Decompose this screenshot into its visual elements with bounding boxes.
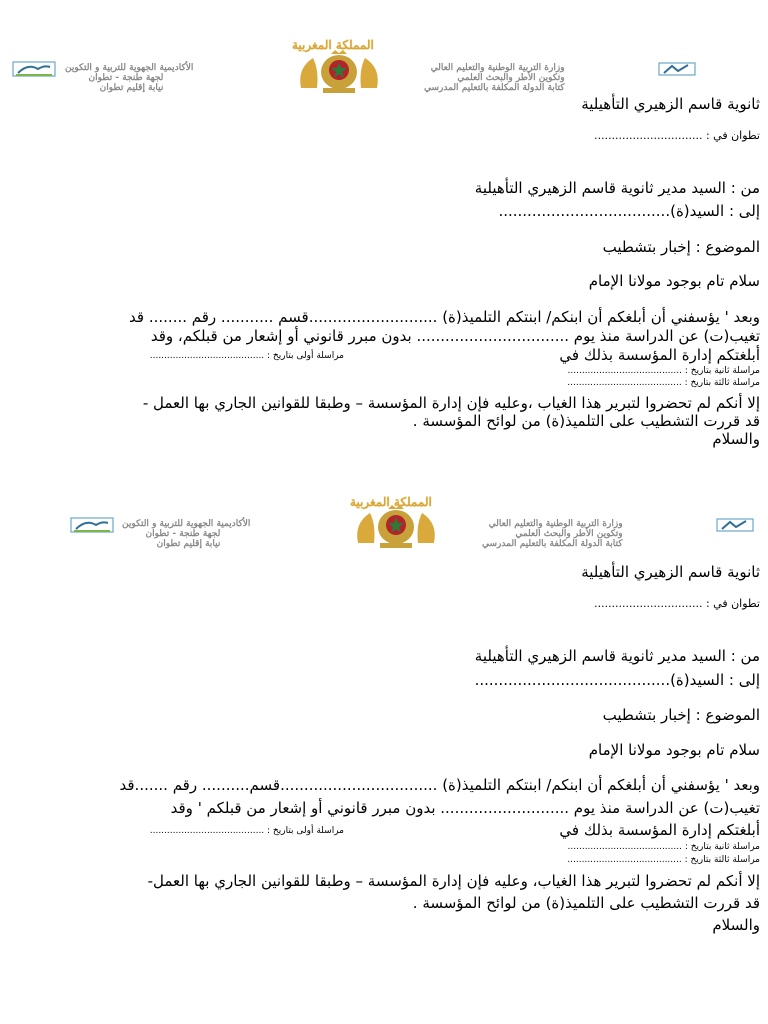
royal-emblem-icon xyxy=(350,503,442,549)
paragraph-1-line-2: تغيب(ت) عن الدراسة منذ يوم ................................ بدون مبرر قانوني أو إشعار من قبلكم، وقد xyxy=(150,327,760,345)
academy-line-3: نيابة إقليم تطوان xyxy=(156,539,221,549)
date-line: تطوان في : ............................... xyxy=(594,129,760,142)
subject-line: الموضوع : إخبار بتشطيب xyxy=(602,706,760,724)
paragraph-2-line-2: قد قررت التشطيب على التلميذ(ة) من لوائح المؤسسة . xyxy=(412,894,760,912)
academy-logo-icon xyxy=(12,61,56,77)
letterhead xyxy=(0,495,768,551)
academy-line-1: الأكاديمية الجهوية للتربية و التكوين xyxy=(122,519,251,529)
notice-second: مراسلة ثانية بتاريخ : ........................................ xyxy=(567,842,760,852)
notice-first: مراسلة أولى بتاريخ : ........................................ xyxy=(149,826,344,836)
from-line: من : السيد مدير ثانوية قاسم الزهيري التأهيلية xyxy=(474,179,760,197)
academy-block xyxy=(122,519,250,549)
closing-line: والسلام xyxy=(712,430,760,448)
paragraph-1-line-3: أبلغتكم إدارة المؤسسة بذلك في xyxy=(559,346,760,364)
school-name: ثانوية قاسم الزهيري التأهيلية xyxy=(581,563,760,581)
academy-line-1: الأكاديمية الجهوية للتربية و التكوين xyxy=(65,63,194,73)
ministry-block xyxy=(424,63,565,93)
ministry-logo-icon xyxy=(716,517,754,533)
to-line: إلى : السيد(ة)......................................... xyxy=(474,671,760,689)
paragraph-2-line-1: إلا أنكم لم تحضروا لتبرير هذا الغياب، وعليه فإن إدارة المؤسسة – وطبقا للقوانين الجاري بها العمل- xyxy=(147,872,760,890)
notice-third: مراسلة ثالثة بتاريخ : ........................................ xyxy=(567,855,760,865)
notice-second: مراسلة ثانية بتاريخ : ........................................ xyxy=(567,366,760,376)
to-line: إلى : السيد(ة).................................... xyxy=(498,202,760,220)
school-name: ثانوية قاسم الزهيري التأهيلية xyxy=(581,95,760,113)
notice-first: مراسلة أولى بتاريخ : ........................................ xyxy=(149,351,344,361)
ministry-line-3: كتابة الدولة المكلفة بالتعليم المدرسي xyxy=(424,83,565,93)
kingdom-title: المملكة المغربية xyxy=(292,38,374,52)
ministry-line-2: وتكوين الأطر والبحث العلمي xyxy=(457,73,565,83)
paragraph-1-line-2: تغيب(ت) عن الدراسة منذ يوم ........................... بدون مبرر قانوني أو إشعار من قبلكم ' وقد xyxy=(170,799,760,817)
paragraph-1-line-1: وبعد ' يؤسفني أن أبلغكم أن ابنكم/ ابنتكم التلميذ(ة) .................................قسم.......... رقم .......قد xyxy=(119,776,760,794)
closing-line: والسلام xyxy=(712,916,760,934)
ministry-block xyxy=(482,519,623,549)
paragraph-1-line-3: أبلغتكم إدارة المؤسسة بذلك في xyxy=(559,821,760,839)
academy-block xyxy=(65,63,193,93)
subject-line: الموضوع : إخبار بتشطيب xyxy=(602,238,760,256)
paragraph-2-line-2: قد قررت التشطيب على التلميذ(ة) من لوائح المؤسسة . xyxy=(412,412,760,430)
ministry-logo-icon xyxy=(658,61,696,77)
date-line: تطوان في : ............................... xyxy=(594,597,760,610)
ministry-line-3: كتابة الدولة المكلفة بالتعليم المدرسي xyxy=(482,539,623,549)
notice-third: مراسلة ثالثة بتاريخ : ........................................ xyxy=(567,378,760,388)
royal-emblem-icon xyxy=(293,48,385,94)
greeting-line: سلام تام بوجود مولانا الإمام xyxy=(588,272,760,290)
academy-line-2: لجهة طنجة - تطوان xyxy=(88,73,164,83)
ministry-line-1: وزارة التربية الوطنية والتعليم العالي xyxy=(430,63,565,73)
ministry-line-2: وتكوين الأطر والبحث العلمي xyxy=(515,529,623,539)
letterhead xyxy=(0,38,768,94)
kingdom-title: المملكة المغربية xyxy=(350,495,432,509)
academy-logo-icon xyxy=(70,517,114,533)
ministry-line-1: وزارة التربية الوطنية والتعليم العالي xyxy=(488,519,623,529)
academy-line-2: لجهة طنجة - تطوان xyxy=(145,529,221,539)
academy-line-3: نيابة إقليم تطوان xyxy=(99,83,164,93)
greeting-line: سلام تام بوجود مولانا الإمام xyxy=(588,741,760,759)
from-line: من : السيد مدير ثانوية قاسم الزهيري التأهيلية xyxy=(474,647,760,665)
paragraph-1-line-1: وبعد ' يؤسفني أن أبلغكم أن ابنكم/ ابنتكم التلميذ(ة) ...........................قسم ........... رقم ........ قد xyxy=(129,308,760,326)
paragraph-2-line-1: إلا أنكم لم تحضروا لتبرير هذا الغياب ،وعليه فإن إدارة المؤسسة – وطبقا للقوانين الجاري بها العمل - xyxy=(142,394,760,412)
